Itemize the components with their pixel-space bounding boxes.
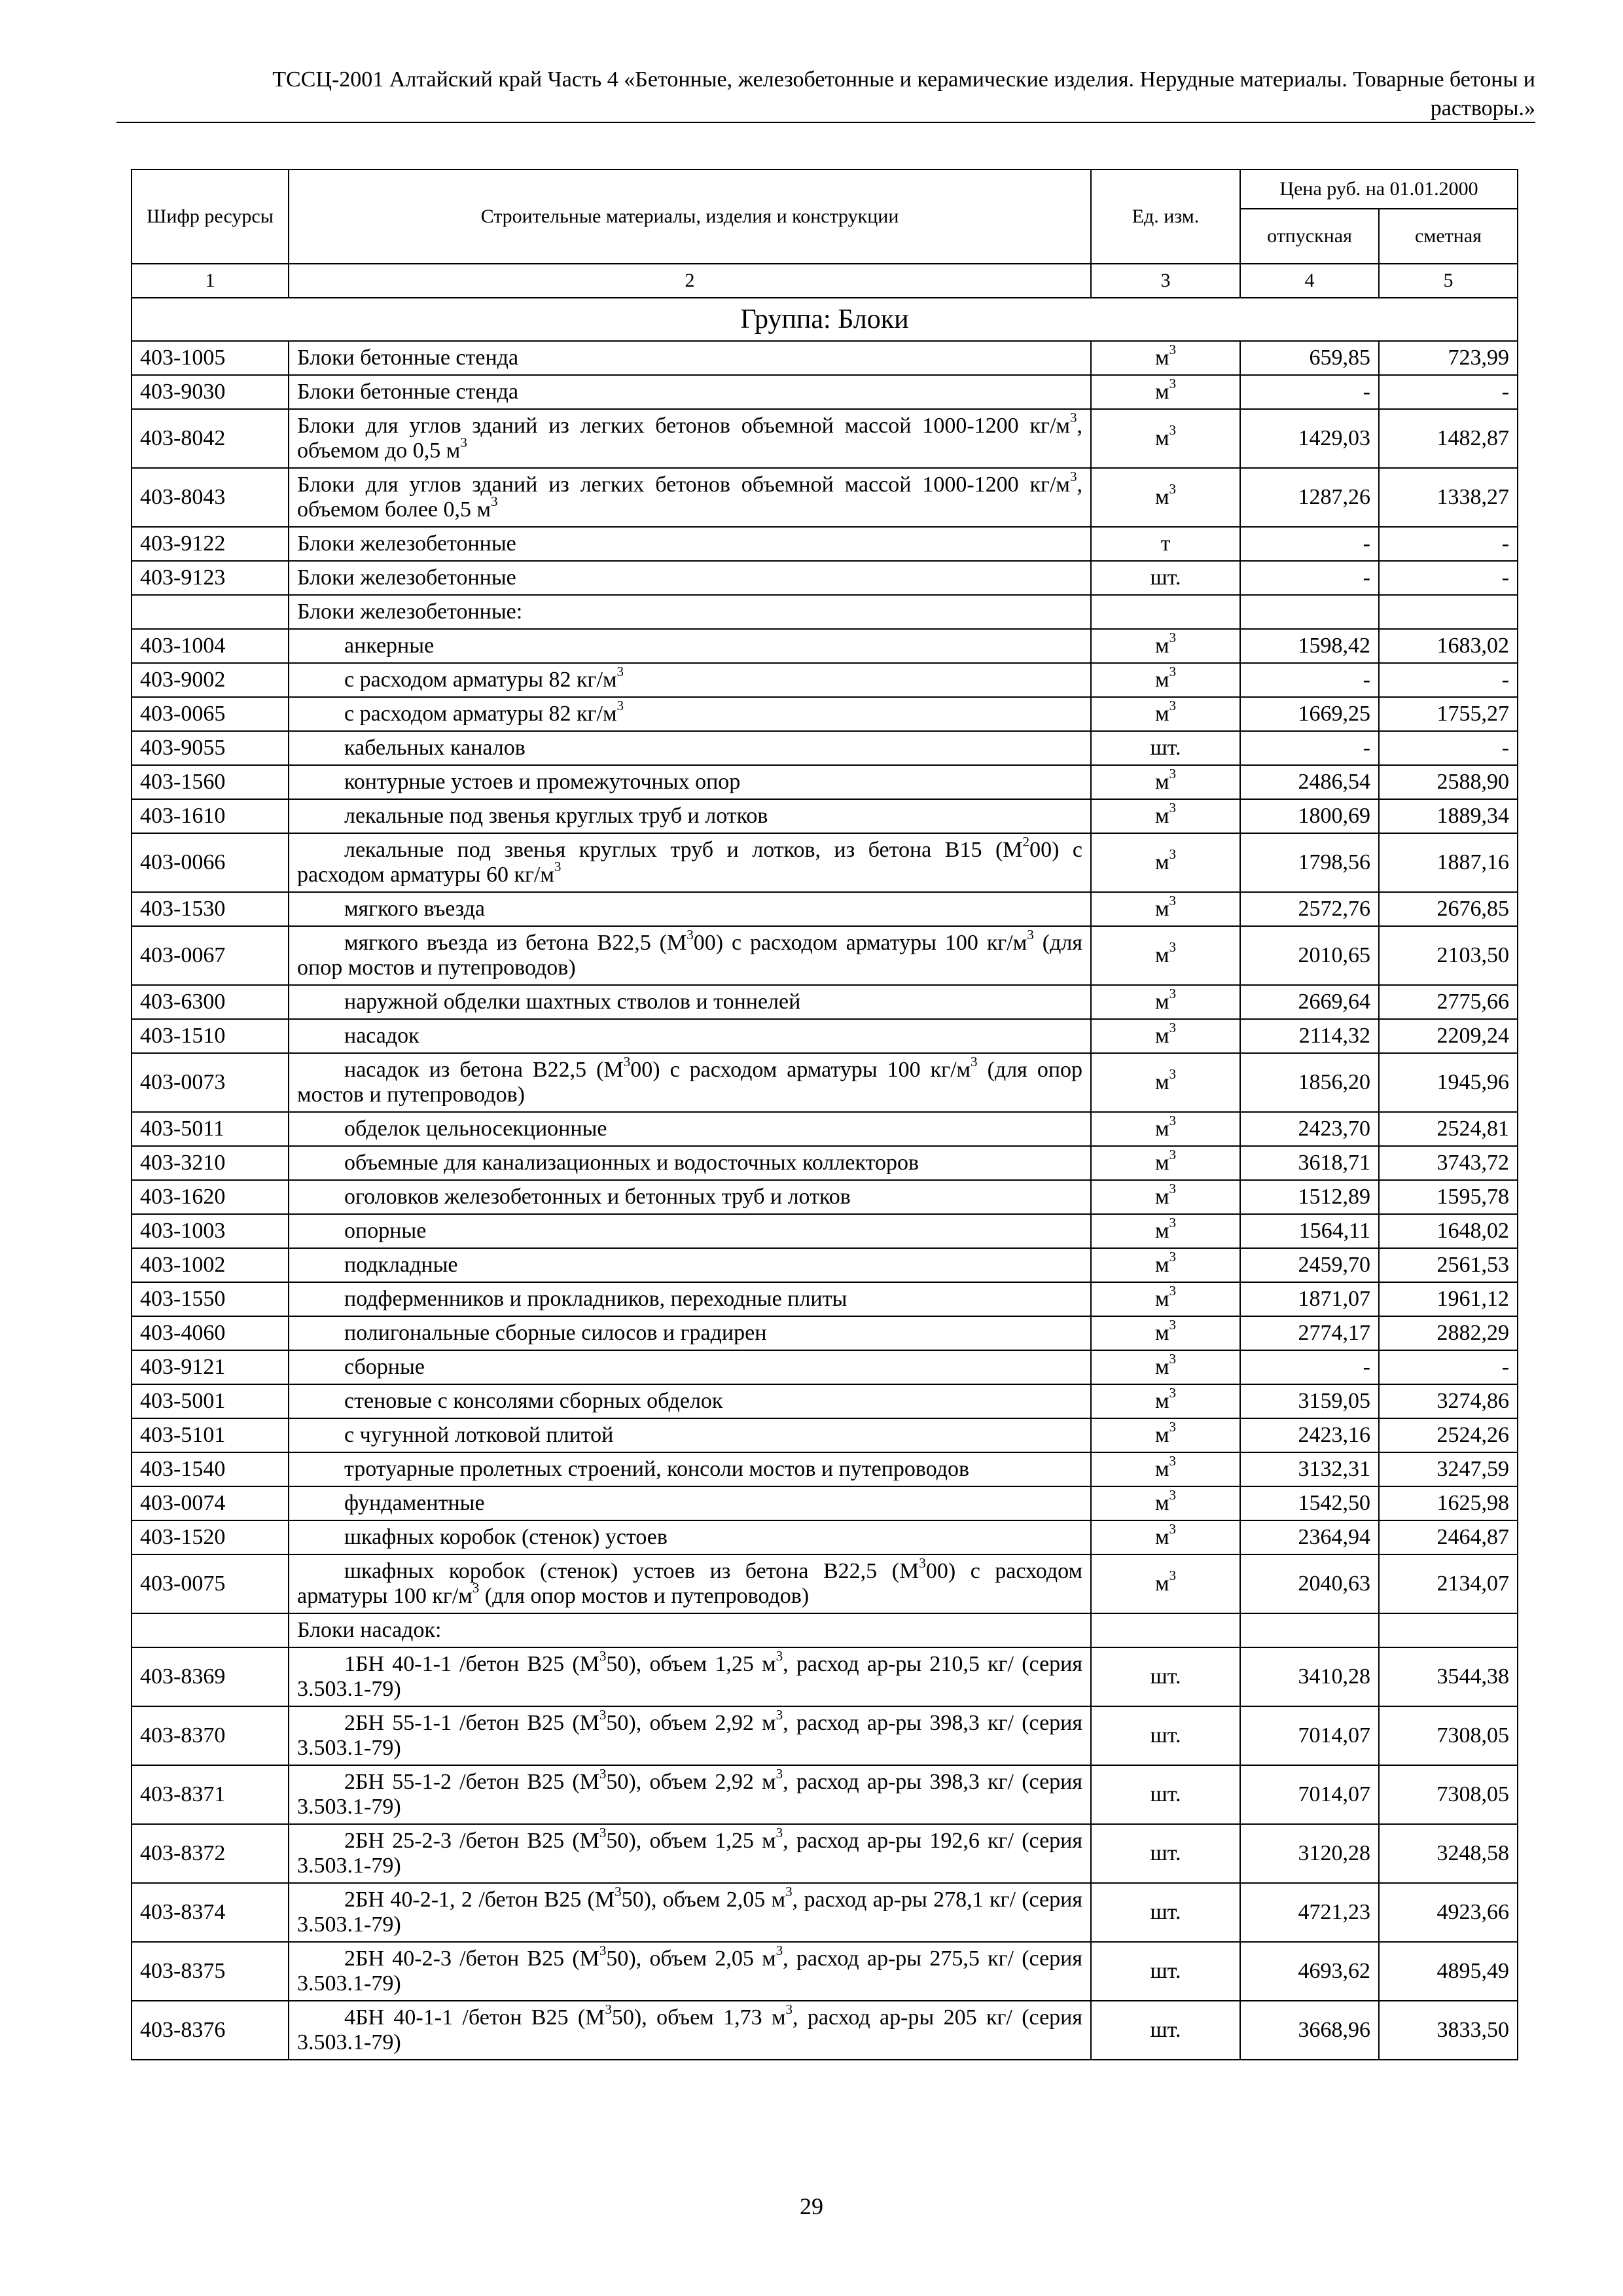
cell-unit: $м^3$ bbox=[1091, 629, 1240, 663]
column-header-estimate-price: сметная bbox=[1379, 209, 1518, 264]
cell-estimate-price: 3247,59 bbox=[1379, 1452, 1518, 1486]
cell-release-price: 7014,07 bbox=[1240, 1706, 1379, 1765]
cell-release-price: 2572,76 bbox=[1240, 892, 1379, 926]
cell-release-price: 1287,26 bbox=[1240, 468, 1379, 527]
cell-unit: шт. bbox=[1091, 1765, 1240, 1824]
cell-estimate-price: 1648,02 bbox=[1379, 1214, 1518, 1248]
cell-name: с расходом арматуры 82 $кг/м^3$ bbox=[289, 663, 1091, 697]
cell-code: 403-0075 bbox=[132, 1554, 289, 1613]
cell-release-price bbox=[1240, 1613, 1379, 1647]
cell-name: фундаментные bbox=[289, 1486, 1091, 1520]
cell-estimate-price: 4895,49 bbox=[1379, 1942, 1518, 2001]
cell-unit: $м^3$ bbox=[1091, 892, 1240, 926]
cell-release-price: 2364,94 bbox=[1240, 1520, 1379, 1554]
cell-release-price: 4721,23 bbox=[1240, 1883, 1379, 1942]
cell-name: насадок из бетона В22,5 $(М^300)$ с расходом арматуры 100 $кг/м^3$ (для опор мостов и путепроводов) bbox=[289, 1053, 1091, 1112]
cell-estimate-price: 1482,87 bbox=[1379, 409, 1518, 468]
cell-unit bbox=[1091, 595, 1240, 629]
table-row bbox=[132, 375, 1518, 409]
cell-release-price: - bbox=[1240, 663, 1379, 697]
cell-estimate-price: - bbox=[1379, 1350, 1518, 1384]
cell-code: 403-9002 bbox=[132, 663, 289, 697]
cell-estimate-price: - bbox=[1379, 527, 1518, 561]
cell-unit: шт. bbox=[1091, 1824, 1240, 1883]
cell-unit: шт. bbox=[1091, 2001, 1240, 2060]
cell-name: Блоки железобетонные bbox=[289, 561, 1091, 595]
cell-name: подферменников и прокладников, переходные плиты bbox=[289, 1282, 1091, 1316]
cell-name: стеновые с консолями сборных обделок bbox=[289, 1384, 1091, 1418]
cell-unit: $м^3$ bbox=[1091, 1554, 1240, 1613]
cell-release-price: - bbox=[1240, 731, 1379, 765]
cell-code: 403-8043 bbox=[132, 468, 289, 527]
table-row bbox=[132, 892, 1518, 926]
cell-estimate-price: 3833,50 bbox=[1379, 2001, 1518, 2060]
cell-unit: $м^3$ bbox=[1091, 1418, 1240, 1452]
table-row bbox=[132, 1316, 1518, 1350]
cell-code: 403-9122 bbox=[132, 527, 289, 561]
table-row bbox=[132, 1384, 1518, 1418]
cell-unit: $м^3$ bbox=[1091, 375, 1240, 409]
header-rule bbox=[116, 122, 1535, 123]
cell-code: 403-1610 bbox=[132, 799, 289, 833]
cell-release-price: 1856,20 bbox=[1240, 1053, 1379, 1112]
column-number: 4 bbox=[1240, 264, 1379, 298]
column-header-name: Строительные материалы, изделия и конструкции bbox=[289, 170, 1091, 264]
cell-name: шкафных коробок (стенок) устоев из бетона В22,5 $(М^300)$ с расходом арматуры 100 $кг/м^3$ (для опор мостов и путепроводов) bbox=[289, 1554, 1091, 1613]
cell-code: 403-5001 bbox=[132, 1384, 289, 1418]
cell-release-price: 7014,07 bbox=[1240, 1765, 1379, 1824]
cell-code: 403-8042 bbox=[132, 409, 289, 468]
cell-code: 403-1550 bbox=[132, 1282, 289, 1316]
table-row bbox=[132, 1350, 1518, 1384]
cell-estimate-price: 2882,29 bbox=[1379, 1316, 1518, 1350]
table-row bbox=[132, 833, 1518, 892]
cell-name: Блоки для углов зданий из легких бетонов объемной массой 1000-1200 $кг/м^3$, объемом более 0,5 $м^3$ bbox=[289, 468, 1091, 527]
table-row bbox=[132, 1452, 1518, 1486]
cell-estimate-price: 2524,26 bbox=[1379, 1418, 1518, 1452]
cell-release-price: - bbox=[1240, 561, 1379, 595]
table-row bbox=[132, 1520, 1518, 1554]
table-row bbox=[132, 1214, 1518, 1248]
page-number: 29 bbox=[800, 2193, 823, 2219]
table-row bbox=[132, 1706, 1518, 1765]
cell-estimate-price: 1887,16 bbox=[1379, 833, 1518, 892]
cell-release-price: 1429,03 bbox=[1240, 409, 1379, 468]
cell-code: 403-1005 bbox=[132, 341, 289, 375]
cell-unit: $м^3$ bbox=[1091, 1112, 1240, 1146]
table-row bbox=[132, 926, 1518, 985]
table-row bbox=[132, 1146, 1518, 1180]
cell-code: 403-1620 bbox=[132, 1180, 289, 1214]
cell-code bbox=[132, 1613, 289, 1647]
cell-name: объемные для канализационных и водосточных коллекторов bbox=[289, 1146, 1091, 1180]
cell-code: 403-8376 bbox=[132, 2001, 289, 2060]
cell-unit: $м^3$ bbox=[1091, 1350, 1240, 1384]
table-body bbox=[132, 298, 1518, 2060]
cell-estimate-price bbox=[1379, 1613, 1518, 1647]
cell-code: 403-1003 bbox=[132, 1214, 289, 1248]
cell-estimate-price: 2134,07 bbox=[1379, 1554, 1518, 1613]
cell-code: 403-4060 bbox=[132, 1316, 289, 1350]
cell-unit: $м^3$ bbox=[1091, 409, 1240, 468]
cell-name: Блоки для углов зданий из легких бетонов объемной массой 1000-1200 $кг/м^3$, объемом до 0,5 $м^3$ bbox=[289, 409, 1091, 468]
cell-estimate-price: 7308,05 bbox=[1379, 1706, 1518, 1765]
cell-name: 2БН 55-1-2 /бетон В25 $(М^350)$, объем 2,92 $м^3$, расход ар-ры 398,3 кг/ (серия 3.503.1-79) bbox=[289, 1765, 1091, 1824]
cell-unit: шт. bbox=[1091, 1647, 1240, 1706]
cell-unit: шт. bbox=[1091, 731, 1240, 765]
cell-release-price: 2040,63 bbox=[1240, 1554, 1379, 1613]
cell-estimate-price: 3544,38 bbox=[1379, 1647, 1518, 1706]
table-row bbox=[132, 1883, 1518, 1942]
cell-estimate-price: 2588,90 bbox=[1379, 765, 1518, 799]
cell-unit: $м^3$ bbox=[1091, 1282, 1240, 1316]
cell-unit: $м^3$ bbox=[1091, 985, 1240, 1019]
cell-release-price: 3132,31 bbox=[1240, 1452, 1379, 1486]
cell-unit: $м^3$ bbox=[1091, 799, 1240, 833]
cell-unit: $м^3$ bbox=[1091, 1452, 1240, 1486]
table-row bbox=[132, 1765, 1518, 1824]
cell-unit: $м^3$ bbox=[1091, 1214, 1240, 1248]
cell-estimate-price: 2775,66 bbox=[1379, 985, 1518, 1019]
cell-release-price: 1798,56 bbox=[1240, 833, 1379, 892]
table-row bbox=[132, 1053, 1518, 1112]
running-header bbox=[116, 65, 1535, 123]
cell-release-price: - bbox=[1240, 1350, 1379, 1384]
table-row bbox=[132, 1282, 1518, 1316]
table-row bbox=[132, 629, 1518, 663]
cell-estimate-price: - bbox=[1379, 663, 1518, 697]
cell-code: 403-1560 bbox=[132, 765, 289, 799]
cell-estimate-price: 3274,86 bbox=[1379, 1384, 1518, 1418]
cell-unit: т bbox=[1091, 527, 1240, 561]
cell-estimate-price: 1683,02 bbox=[1379, 629, 1518, 663]
cell-estimate-price: 2103,50 bbox=[1379, 926, 1518, 985]
table-row bbox=[132, 663, 1518, 697]
cell-estimate-price: 2561,53 bbox=[1379, 1248, 1518, 1282]
cell-estimate-price: 1755,27 bbox=[1379, 697, 1518, 731]
cell-estimate-price: 1625,98 bbox=[1379, 1486, 1518, 1520]
table-row bbox=[132, 1248, 1518, 1282]
cell-code: 403-6300 bbox=[132, 985, 289, 1019]
cell-code: 403-1530 bbox=[132, 892, 289, 926]
cell-unit: $м^3$ bbox=[1091, 1316, 1240, 1350]
cell-unit: шт. bbox=[1091, 1706, 1240, 1765]
cell-unit: $м^3$ bbox=[1091, 697, 1240, 731]
cell-name: мягкого въезда из бетона В22,5 $(М^300)$ с расходом арматуры 100 $кг/м^3$ (для опор мостов и путепроводов) bbox=[289, 926, 1091, 985]
cell-unit: $м^3$ bbox=[1091, 765, 1240, 799]
cell-estimate-price bbox=[1379, 595, 1518, 629]
table-row bbox=[132, 409, 1518, 468]
column-number: 2 bbox=[289, 264, 1091, 298]
cell-name: сборные bbox=[289, 1350, 1091, 1384]
cell-code: 403-9121 bbox=[132, 1350, 289, 1384]
cell-code: 403-8371 bbox=[132, 1765, 289, 1824]
cell-name: полигональные сборные силосов и градирен bbox=[289, 1316, 1091, 1350]
cell-estimate-price: 1595,78 bbox=[1379, 1180, 1518, 1214]
table-row bbox=[132, 731, 1518, 765]
cell-release-price: 1564,11 bbox=[1240, 1214, 1379, 1248]
cell-estimate-price: - bbox=[1379, 375, 1518, 409]
table-row bbox=[132, 2001, 1518, 2060]
cell-release-price: 2486,54 bbox=[1240, 765, 1379, 799]
cell-unit bbox=[1091, 1613, 1240, 1647]
cell-code: 403-3210 bbox=[132, 1146, 289, 1180]
table-row bbox=[132, 985, 1518, 1019]
cell-name: лекальные под звенья круглых труб и лотков, из бетона В15 $(М^200)$ с расходом арматуры 60 $кг/м^3$ bbox=[289, 833, 1091, 892]
cell-code: 403-8375 bbox=[132, 1942, 289, 2001]
cell-name: 2БН 40-2-3 /бетон В25 $(М^350)$, объем 2,05 $м^3$, расход ар-ры 275,5 кг/ (серия 3.503.1-79) bbox=[289, 1942, 1091, 2001]
column-header-code: Шифр ресурсы bbox=[132, 170, 289, 264]
cell-release-price: 1542,50 bbox=[1240, 1486, 1379, 1520]
cell-unit: $м^3$ bbox=[1091, 1180, 1240, 1214]
cell-estimate-price: 1338,27 bbox=[1379, 468, 1518, 527]
table-row bbox=[132, 468, 1518, 527]
table-row bbox=[132, 1554, 1518, 1613]
cell-unit: $м^3$ bbox=[1091, 833, 1240, 892]
cell-release-price: - bbox=[1240, 375, 1379, 409]
cell-name: опорные bbox=[289, 1214, 1091, 1248]
cell-release-price: 4693,62 bbox=[1240, 1942, 1379, 2001]
cell-name: Блоки бетонные стенда bbox=[289, 341, 1091, 375]
column-header-release-price: отпускная bbox=[1240, 209, 1379, 264]
cell-code: 403-8372 bbox=[132, 1824, 289, 1883]
cell-name: тротуарные пролетных строений, консоли мостов и путепроводов bbox=[289, 1452, 1091, 1486]
column-header-price: Цена руб. на 01.01.2000 bbox=[1240, 170, 1518, 209]
cell-release-price: - bbox=[1240, 527, 1379, 561]
column-number: 3 bbox=[1091, 264, 1240, 298]
cell-estimate-price: 2209,24 bbox=[1379, 1019, 1518, 1053]
cell-name: Блоки железобетонные bbox=[289, 527, 1091, 561]
column-number: 5 bbox=[1379, 264, 1518, 298]
table-row bbox=[132, 527, 1518, 561]
cell-code: 403-9123 bbox=[132, 561, 289, 595]
cell-estimate-price: 2676,85 bbox=[1379, 892, 1518, 926]
cell-release-price: 3618,71 bbox=[1240, 1146, 1379, 1180]
cell-code: 403-1004 bbox=[132, 629, 289, 663]
cell-unit: шт. bbox=[1091, 1883, 1240, 1942]
cell-unit: $м^3$ bbox=[1091, 926, 1240, 985]
cell-code: 403-8369 bbox=[132, 1647, 289, 1706]
cell-unit: $м^3$ bbox=[1091, 1053, 1240, 1112]
cell-name: обделок цельносекционные bbox=[289, 1112, 1091, 1146]
cell-release-price: 1598,42 bbox=[1240, 629, 1379, 663]
cell-name: 2БН 40-2-1, 2 /бетон В25 $(М^350)$, объем 2,05 $м^3$, расход ар-ры 278,1 кг/ (серия 3.503.1-79) bbox=[289, 1883, 1091, 1942]
cell-name: лекальные под звенья круглых труб и лотков bbox=[289, 799, 1091, 833]
cell-unit: шт. bbox=[1091, 1942, 1240, 2001]
cell-name: контурные устоев и промежуточных опор bbox=[289, 765, 1091, 799]
cell-name: 2БН 25-2-3 /бетон В25 $(М^350)$, объем 1,25 $м^3$, расход ар-ры 192,6 кг/ (серия 3.503.1-79) bbox=[289, 1824, 1091, 1883]
table-row bbox=[132, 1019, 1518, 1053]
table-row bbox=[132, 765, 1518, 799]
cell-release-price: 3410,28 bbox=[1240, 1647, 1379, 1706]
cell-release-price bbox=[1240, 595, 1379, 629]
table-row bbox=[132, 799, 1518, 833]
cell-subheading: Блоки насадок: bbox=[289, 1613, 1091, 1647]
cell-unit: $м^3$ bbox=[1091, 1019, 1240, 1053]
cell-name: анкерные bbox=[289, 629, 1091, 663]
cell-unit: $м^3$ bbox=[1091, 1486, 1240, 1520]
cell-estimate-price: - bbox=[1379, 561, 1518, 595]
group-title: Группа: Блоки bbox=[132, 298, 1518, 341]
cell-release-price: 3668,96 bbox=[1240, 2001, 1379, 2060]
table-row bbox=[132, 1418, 1518, 1452]
cell-name: оголовков железобетонных и бетонных труб и лотков bbox=[289, 1180, 1091, 1214]
table-row bbox=[132, 1942, 1518, 2001]
table-row bbox=[132, 1112, 1518, 1146]
cell-code: 403-0065 bbox=[132, 697, 289, 731]
cell-code: 403-0074 bbox=[132, 1486, 289, 1520]
subheading-row bbox=[132, 595, 1518, 629]
cell-unit: $м^3$ bbox=[1091, 468, 1240, 527]
cell-release-price: 3120,28 bbox=[1240, 1824, 1379, 1883]
cell-code: 403-1520 bbox=[132, 1520, 289, 1554]
cell-name: 4БН 40-1-1 /бетон В25 $(М^350)$, объем 1,73 $м^3$, расход ар-ры 205 кг/ (серия 3.503.1-79) bbox=[289, 2001, 1091, 2060]
cell-name: с расходом арматуры 82 $кг/м^3$ bbox=[289, 697, 1091, 731]
cell-release-price: 1512,89 bbox=[1240, 1180, 1379, 1214]
cell-unit: $м^3$ bbox=[1091, 1384, 1240, 1418]
cell-name: насадок bbox=[289, 1019, 1091, 1053]
cell-release-price: 2669,64 bbox=[1240, 985, 1379, 1019]
table-row bbox=[132, 1486, 1518, 1520]
cell-subheading: Блоки железобетонные: bbox=[289, 595, 1091, 629]
cell-code bbox=[132, 595, 289, 629]
cell-release-price: 2010,65 bbox=[1240, 926, 1379, 985]
cell-release-price: 2459,70 bbox=[1240, 1248, 1379, 1282]
cell-code: 403-9030 bbox=[132, 375, 289, 409]
cell-unit: $м^3$ bbox=[1091, 663, 1240, 697]
cell-code: 403-1540 bbox=[132, 1452, 289, 1486]
cell-release-price: 2423,16 bbox=[1240, 1418, 1379, 1452]
cell-code: 403-5011 bbox=[132, 1112, 289, 1146]
cell-name: подкладные bbox=[289, 1248, 1091, 1282]
cell-estimate-price: - bbox=[1379, 731, 1518, 765]
cell-code: 403-5101 bbox=[132, 1418, 289, 1452]
cell-estimate-price: 4923,66 bbox=[1379, 1883, 1518, 1942]
cell-code: 403-9055 bbox=[132, 731, 289, 765]
cell-name: мягкого въезда bbox=[289, 892, 1091, 926]
cell-estimate-price: 2524,81 bbox=[1379, 1112, 1518, 1146]
cell-name: с чугунной лотковой плитой bbox=[289, 1418, 1091, 1452]
cell-unit: $м^3$ bbox=[1091, 1520, 1240, 1554]
cell-code: 403-8370 bbox=[132, 1706, 289, 1765]
cell-estimate-price: 1961,12 bbox=[1379, 1282, 1518, 1316]
cell-estimate-price: 3743,72 bbox=[1379, 1146, 1518, 1180]
table-row bbox=[132, 1824, 1518, 1883]
column-number: 1 bbox=[132, 264, 289, 298]
cell-unit: $м^3$ bbox=[1091, 341, 1240, 375]
cell-code: 403-1002 bbox=[132, 1248, 289, 1282]
cell-release-price: 1669,25 bbox=[1240, 697, 1379, 731]
cell-release-price: 659,85 bbox=[1240, 341, 1379, 375]
table-row bbox=[132, 341, 1518, 375]
cell-release-price: 1871,07 bbox=[1240, 1282, 1379, 1316]
cell-unit: $м^3$ bbox=[1091, 1248, 1240, 1282]
price-table bbox=[131, 169, 1518, 2060]
cell-code: 403-8374 bbox=[132, 1883, 289, 1942]
column-header-unit: Ед. изм. bbox=[1091, 170, 1240, 264]
cell-estimate-price: 2464,87 bbox=[1379, 1520, 1518, 1554]
header-line-2: растворы.» bbox=[1430, 96, 1535, 120]
cell-name: 2БН 55-1-1 /бетон В25 $(М^350)$, объем 2,92 $м^3$, расход ар-ры 398,3 кг/ (серия 3.503.1-79) bbox=[289, 1706, 1091, 1765]
cell-release-price: 2423,70 bbox=[1240, 1112, 1379, 1146]
cell-release-price: 2774,17 bbox=[1240, 1316, 1379, 1350]
cell-estimate-price: 1889,34 bbox=[1379, 799, 1518, 833]
cell-release-price: 3159,05 bbox=[1240, 1384, 1379, 1418]
cell-name: шкафных коробок (стенок) устоев bbox=[289, 1520, 1091, 1554]
cell-estimate-price: 3248,58 bbox=[1379, 1824, 1518, 1883]
cell-release-price: 2114,32 bbox=[1240, 1019, 1379, 1053]
cell-estimate-price: 723,99 bbox=[1379, 341, 1518, 375]
subheading-row bbox=[132, 1613, 1518, 1647]
cell-estimate-price: 7308,05 bbox=[1379, 1765, 1518, 1824]
table-row bbox=[132, 1647, 1518, 1706]
cell-code: 403-0067 bbox=[132, 926, 289, 985]
header-line-1: ТССЦ-2001 Алтайский край Часть 4 «Бетонные, железобетонные и керамические изделия. Нерудные материалы. Товарные бетоны и bbox=[272, 67, 1535, 92]
cell-name: наружной обделки шахтных стволов и тоннелей bbox=[289, 985, 1091, 1019]
cell-unit: $м^3$ bbox=[1091, 1146, 1240, 1180]
table-row bbox=[132, 561, 1518, 595]
cell-name: Блоки бетонные стенда bbox=[289, 375, 1091, 409]
cell-code: 403-1510 bbox=[132, 1019, 289, 1053]
cell-release-price: 1800,69 bbox=[1240, 799, 1379, 833]
cell-name: кабельных каналов bbox=[289, 731, 1091, 765]
cell-name: 1БН 40-1-1 /бетон В25 $(М^350)$, объем 1,25 $м^3$, расход ар-ры 210,5 кг/ (серия 3.503.1-79) bbox=[289, 1647, 1091, 1706]
cell-code: 403-0066 bbox=[132, 833, 289, 892]
cell-unit: шт. bbox=[1091, 561, 1240, 595]
cell-code: 403-0073 bbox=[132, 1053, 289, 1112]
table-row bbox=[132, 1180, 1518, 1214]
cell-estimate-price: 1945,96 bbox=[1379, 1053, 1518, 1112]
table-row bbox=[132, 697, 1518, 731]
